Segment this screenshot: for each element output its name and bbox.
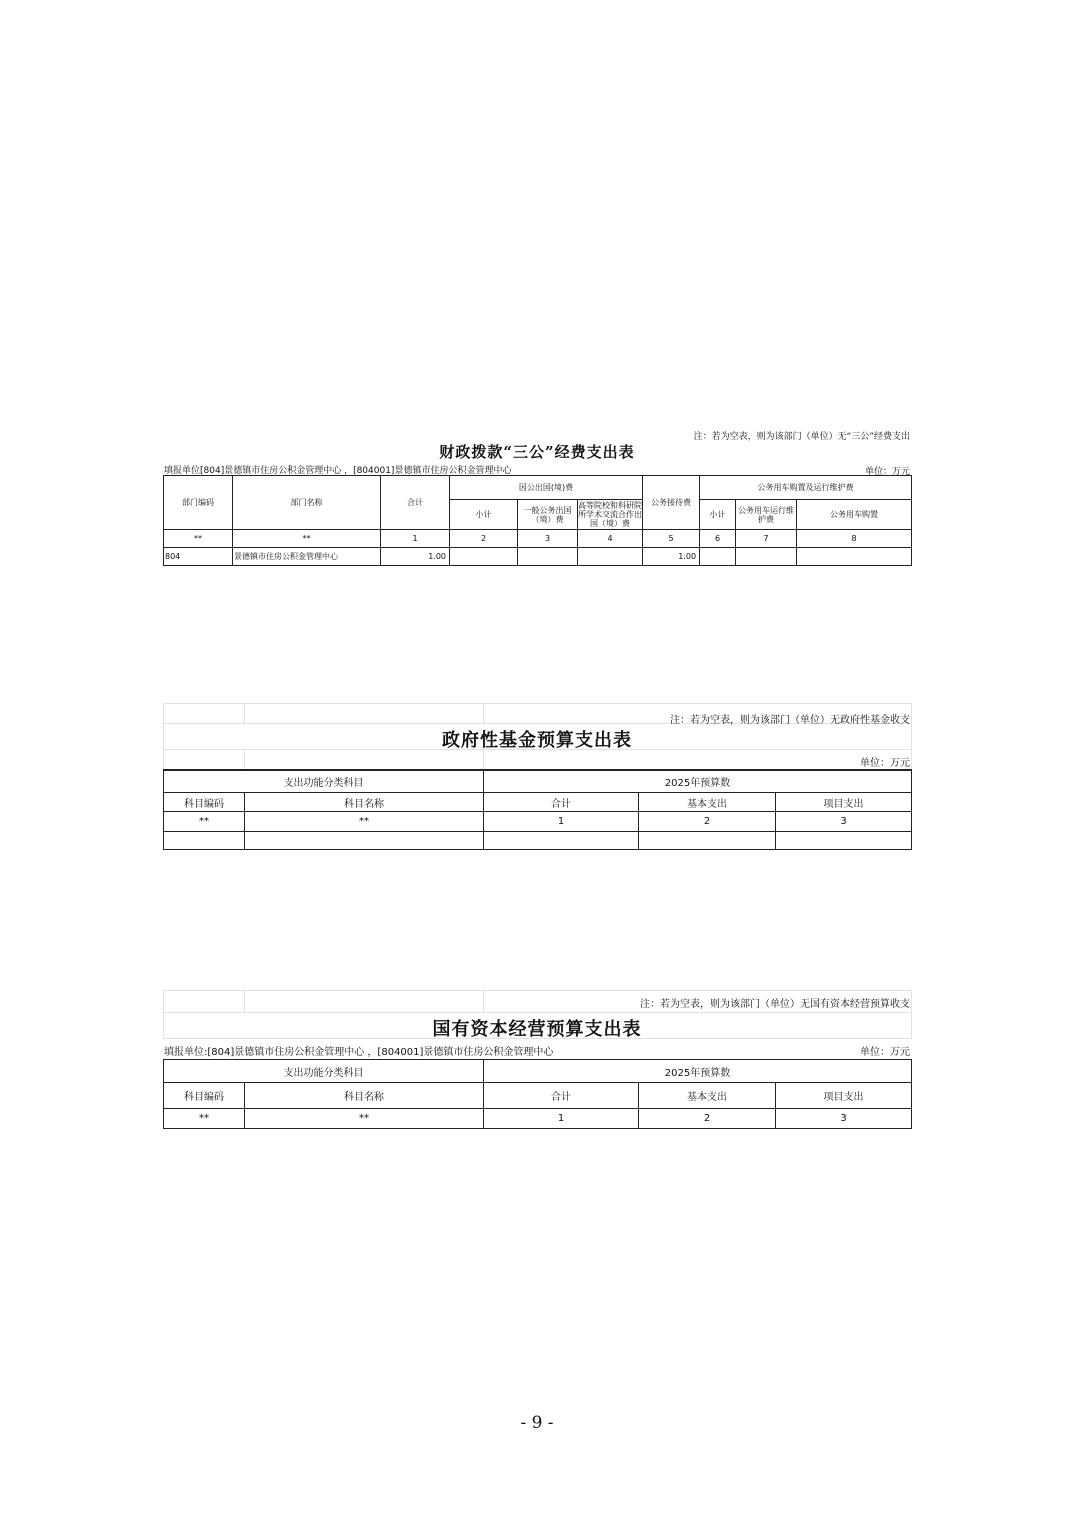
header-budget-year: 2025年预算数 [484, 771, 912, 793]
page-number: - 9 - [520, 1413, 554, 1433]
index-cell: 2 [639, 1109, 776, 1129]
header-abroad-subtotal: 小计 [450, 500, 518, 530]
table3-unit: 单位：万元 [860, 1047, 910, 1058]
index-cell: 1 [381, 530, 450, 548]
row-total: 1.00 [381, 548, 450, 566]
header-reception: 公务接待费 [643, 476, 700, 530]
row-cell [797, 548, 912, 566]
header-dept-name: 部门名称 [233, 476, 381, 530]
header-vehicle-running: 公务用车运行维护费 [736, 500, 797, 530]
index-cell: ** [164, 530, 233, 548]
row-cell [518, 548, 578, 566]
index-cell: 8 [797, 530, 912, 548]
index-cell: 5 [643, 530, 700, 548]
index-cell: ** [164, 812, 245, 832]
header-abroad-group: 因公出国(境)费 [450, 476, 643, 500]
header-total: 合计 [381, 476, 450, 530]
table2-title: 政府性基金预算支出表 [442, 730, 632, 751]
row-cell [736, 548, 797, 566]
header-project: 项目支出 [776, 793, 912, 812]
header-subject-name: 科目名称 [245, 793, 484, 812]
table1-three-public-expenses [163, 475, 912, 566]
header-func-class: 支出功能分类科目 [164, 1060, 484, 1083]
table-index-row [164, 530, 912, 548]
header-project: 项目支出 [776, 1083, 912, 1109]
index-cell: 6 [700, 530, 736, 548]
header-budget-year: 2025年预算数 [484, 1060, 912, 1083]
row-cell [578, 548, 643, 566]
index-cell: 3 [776, 812, 912, 832]
table-row [164, 548, 912, 566]
table1-note: 注：若为空表，则为该部门（单位）无“三公”经费支出 [693, 432, 910, 442]
header-vehicle-purchase: 公务用车购置 [797, 500, 912, 530]
header-general-abroad: 一般公务出国（境）费 [518, 500, 578, 530]
row-cell [700, 548, 736, 566]
index-cell: ** [233, 530, 381, 548]
index-cell: 1 [484, 812, 639, 832]
header-subject-code: 科目编码 [164, 1083, 245, 1109]
header-sci-abroad: 高等院校和科研院所学术交流合作出国（境）费 [578, 501, 643, 528]
header-dept-code: 部门编码 [164, 476, 233, 530]
table3-unit-info: 填报单位:[804]景德镇市住房公积金管理中心 ，[804001]景德镇市住房公积金管理中心 [164, 1047, 554, 1058]
index-cell: 3 [776, 1109, 912, 1129]
header-vehicle-subtotal: 小计 [700, 500, 736, 530]
table3-state-capital-budget [163, 1059, 912, 1129]
table1-title: 财政拨款“三公”经费支出表 [439, 443, 635, 461]
header-total: 合计 [484, 793, 639, 812]
table-index-row [164, 1109, 912, 1129]
row-dept-name: 景德镇市住房公积金管理中心 [233, 548, 381, 566]
table-index-row [164, 812, 912, 832]
header-subject-code: 科目编码 [164, 793, 245, 812]
table3-note: 注：若为空表，则为该部门（单位）无国有资本经营预算收支 [640, 999, 910, 1010]
row-dept-code: 804 [164, 548, 233, 566]
table-row [164, 832, 912, 850]
index-cell: 3 [518, 530, 578, 548]
table2-note: 注：若为空表，则为该部门（单位）无政府性基金收支 [670, 715, 910, 726]
index-cell: 2 [639, 812, 776, 832]
index-cell: 1 [484, 1109, 639, 1129]
index-cell: ** [164, 1109, 245, 1129]
header-basic: 基本支出 [639, 1083, 776, 1109]
index-cell: ** [245, 812, 484, 832]
row-reception: 1.00 [643, 548, 700, 566]
row-cell [450, 548, 518, 566]
table2-government-fund-budget [163, 770, 912, 850]
table1-unit: 单位：万元 [864, 467, 910, 477]
index-cell: 4 [578, 530, 643, 548]
table3-title: 国有资本经营预算支出表 [432, 1019, 642, 1040]
index-cell: 7 [736, 530, 797, 548]
header-basic: 基本支出 [639, 793, 776, 812]
index-cell: 2 [450, 530, 518, 548]
table2-unit: 单位：万元 [860, 758, 910, 769]
table1-unit-info: 填报单位[804]景德镇市住房公积金管理中心 ，[804001]景德镇市住房公积金管理中心 [164, 466, 512, 476]
header-subject-name: 科目名称 [245, 1083, 484, 1109]
index-cell: ** [245, 1109, 484, 1129]
header-vehicle-group: 公务用车购置及运行维护费 [700, 476, 912, 500]
header-total: 合计 [484, 1083, 639, 1109]
header-func-class: 支出功能分类科目 [164, 771, 484, 793]
